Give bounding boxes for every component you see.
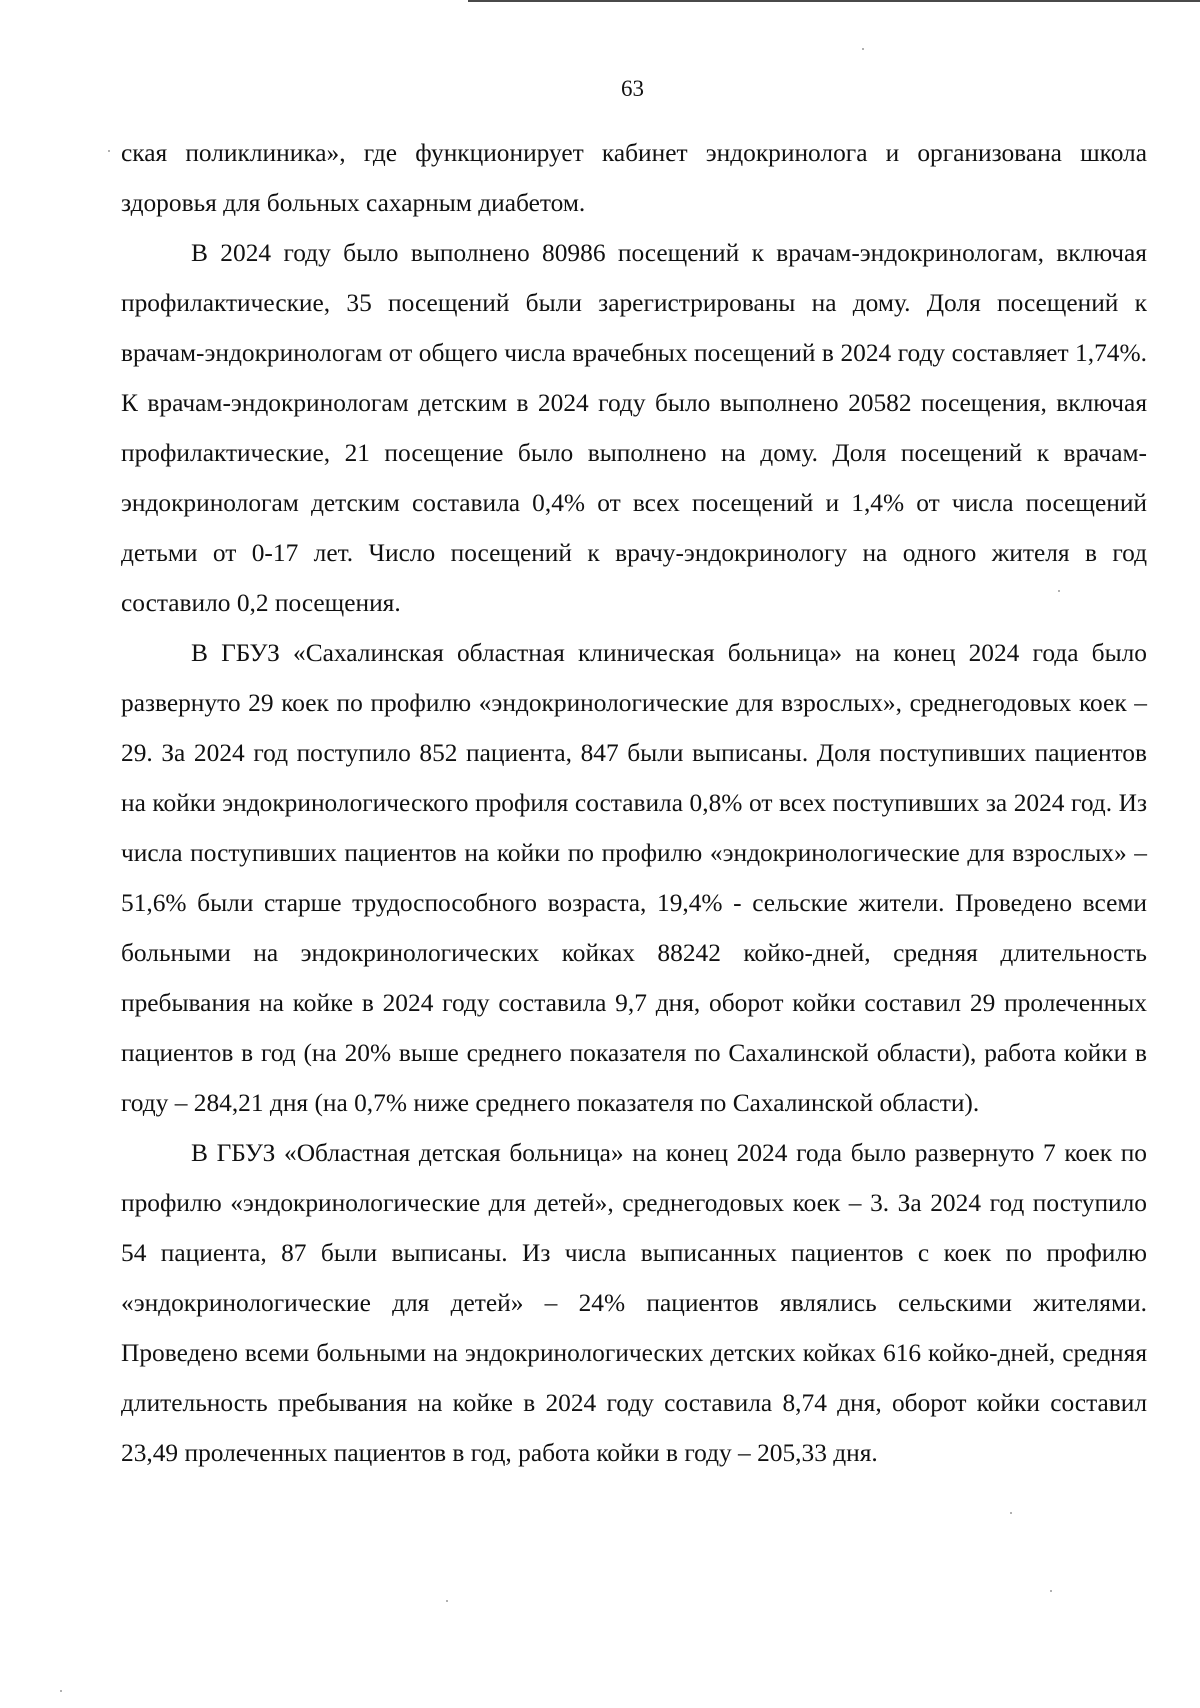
scan-speck (60, 1690, 62, 1692)
scan-speck (862, 48, 864, 50)
document-body (121, 128, 1147, 1478)
paragraph-1: ская поликлиника», где функционирует кабинет эндокринолога и организована школа здоровья для больных сахарным диабетом. (121, 139, 1147, 217)
paragraph-2: В 2024 году было выполнено 80986 посещений к врачам-эндокринологам, включая профилактические, 35 посещений были зарегистрированы на дому. Доля посещений к врачам-эндокринологам от общего числа врачебных посещений в 2024 году составляет 1,74%. К врачам-эндокринологам детским в 2024 году было выполнено 20582 посещения, включая профилактические, 21 посещение было выполнено на дому. Доля посещений к врачам-эндокринологам детским составила 0,4% от всех посещений и 1,4% от числа посещений детьми от 0-17 лет. Число посещений к врачу-эндокринологу на одного жителя в год составило 0,2 посещения. (121, 239, 1147, 617)
scan-speck (446, 1600, 448, 1602)
scan-speck (1010, 1512, 1012, 1514)
scan-speck (108, 150, 110, 152)
paragraph-3: В ГБУЗ «Сахалинская областная клиническая больница» на конец 2024 года было развернуто 29 коек по профилю «эндокринологические для взрослых», среднегодовых коек – 29. За 2024 год поступило 852 пациента, 847 были выписаны. Доля поступивших пациентов на койки эндокринологического профиля составила 0,8% от всех поступивших за 2024 год. Из числа поступивших пациентов на койки по профилю «эндокринологические для взрослых» – 51,6% были старше трудоспособного возраста, 19,4% - сельские жители. Проведено всеми больными на эндокринологических койках 88242 койко-дней, средняя длительность пребывания на койке в 2024 году составила 9,7 дня, оборот койки составил 29 пролеченных пациентов в год (на 20% выше среднего показателя по Сахалинской области), работа койки в году – 284,21 дня (на 0,7% ниже среднего показателя по Сахалинской области). (121, 639, 1147, 1117)
scan-speck (1058, 590, 1060, 592)
page-number: 63 (621, 76, 644, 101)
paragraph-4: В ГБУЗ «Областная детская больница» на конец 2024 года было развернуто 7 коек по профилю «эндокринологические для детей», среднегодовых коек – 3. За 2024 год поступило 54 пациента, 87 были выписаны. Из числа выписанных пациентов с коек по профилю «эндокринологические для детей» – 24% пациентов являлись сельскими жителями. Проведено всеми больными на эндокринологических детских койках 616 койко-дней, средняя длительность пребывания на койке в 2024 году составила 8,74 дня, оборот койки составил 23,49 пролеченных пациентов в год, работа койки в году – 205,33 дня. (121, 1139, 1147, 1467)
scan-edge-line (468, 0, 1200, 2)
scan-speck (1050, 1590, 1052, 1592)
